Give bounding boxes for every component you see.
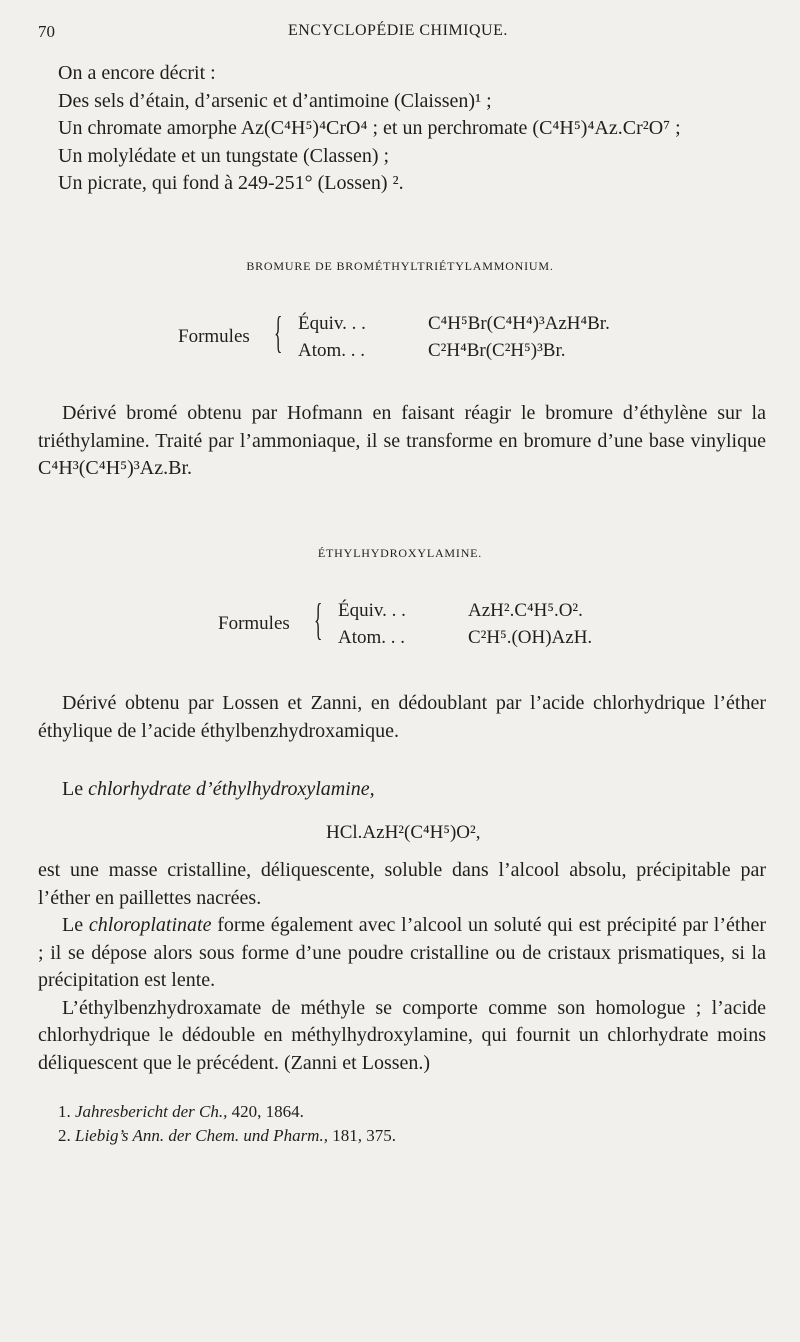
- intro-block: [58, 60, 768, 198]
- formula-key-equiv: Équiv. . .: [338, 600, 406, 621]
- bromure-paragraph-block: [38, 400, 766, 483]
- footnote-source: Liebig’s Ann. der Chem. und Pharm.,: [75, 1126, 328, 1145]
- chlorhydrate-heading: [62, 776, 772, 804]
- intro-line: Des sels d’étain, d’arsenic et d’antimoine (Claissen)¹ ;: [58, 89, 492, 112]
- footnote: [58, 1100, 396, 1124]
- chloroplatinate-paragraph: [38, 912, 766, 995]
- formula-value-equiv: C⁴H⁵Br(C⁴H⁴)³AzH⁴Br.: [428, 313, 610, 334]
- formula-key-atom: Atom. . .: [338, 627, 406, 648]
- chlorhydrate-name: chlorhydrate d’éthylhydroxylamine,: [88, 778, 375, 800]
- chlorhydrate-text: est une masse cristalline, déliquescente, soluble dans l’alcool absolu, précipitable par l’éther en paillettes nacrées.: [38, 859, 766, 909]
- footnote-number: 2.: [58, 1126, 71, 1145]
- chloroplatinate-lead: Le: [62, 914, 89, 936]
- formula-key-atom: Atom. . .: [298, 340, 366, 361]
- bromure-paragraph: Dérivé bromé obtenu par Hofmann en faisant réagir le bromure d’éthylène sur la triéthylamine. Traité par l’ammoniaque, il se transforme en bromure d’une base vinylique C⁴H³(C⁴H⁵)³Az.Br.: [38, 402, 766, 479]
- section-title-ethylhydroxylamine: ÉTHYLHYDROXYLAMINE.: [317, 546, 483, 560]
- intro-line: Un chromate amorphe Az(C⁴H⁵)⁴CrO⁴ ; et un perchromate (C⁴H⁵)⁴Az.Cr²O⁷ ;: [58, 117, 681, 139]
- formula-value-equiv: AzH².C⁴H⁵.O².: [468, 600, 583, 621]
- footnotes: [58, 1100, 396, 1148]
- chloroplatinate-text: forme également avec l’alcool un soluté qui est précipité par l’éther ; il se dépose alors sous forme d’une poudre cristalline ou de cristaux prismatiques, si la précipitation est lente.: [38, 914, 766, 991]
- ethylhydroxylamine-paragraph: Dérivé obtenu par Lossen et Zanni, en dédoublant par l’acide chlorhydrique l’éther éthylique de l’acide éthylbenzhydroxamique.: [38, 692, 766, 742]
- footnote-ref: 181, 375.: [327, 1126, 396, 1145]
- page-header: [38, 22, 778, 48]
- chlorhydrate-lead: Le: [62, 778, 89, 800]
- chlorhydrate-formula: HCl.AzH²(C⁴H⁵)O²,: [326, 822, 481, 843]
- formula-key-equiv: Équiv. . .: [298, 313, 366, 334]
- footnote-number: 1.: [58, 1102, 71, 1121]
- page-number: 70: [38, 22, 55, 41]
- intro-line: Un molylédate et un tungstate (Classen) ;: [58, 144, 390, 167]
- final-paragraph: L’éthylbenzhydroxamate de méthyle se comporte comme son homologue ; l’acide chlorhydrique le dédouble en méthylhydroxylamine, qui fournit un chlorhydrate moins déliquescent que le précédent. (Zanni et Lossen.): [38, 996, 766, 1074]
- formula-label: Formules: [218, 613, 290, 634]
- formula-table-ethylhydroxylamine: [218, 595, 638, 650]
- brace-glyph: {: [314, 595, 323, 644]
- footnote-ref: 420, 1864.: [227, 1102, 304, 1121]
- intro-line: Un picrate, qui fond à 249-251° (Lossen) ².: [58, 172, 404, 194]
- formula-label: Formules: [178, 326, 250, 347]
- footnote: [58, 1124, 396, 1148]
- running-head: ENCYCLOPÉDIE CHIMIQUE.: [288, 22, 508, 39]
- section-title-bromure: BROMURE DE BROMÉTHYLTRIÉTYLAMMONIUM.: [246, 259, 554, 273]
- formula-value-atom: C²H⁴Br(C²H⁵)³Br.: [428, 340, 566, 361]
- intro-line: On a encore décrit :: [58, 62, 216, 84]
- body-paragraphs: [38, 857, 766, 1077]
- ethylhydroxylamine-paragraph-block: [38, 690, 766, 745]
- formula-value-atom: C²H⁵.(OH)AzH.: [468, 627, 593, 648]
- formula-table-bromure: [178, 308, 678, 363]
- chloroplatinate-name: chloroplatinate: [88, 914, 212, 936]
- brace-glyph: {: [274, 308, 283, 357]
- footnote-source: Jahresbericht der Ch.,: [75, 1102, 228, 1121]
